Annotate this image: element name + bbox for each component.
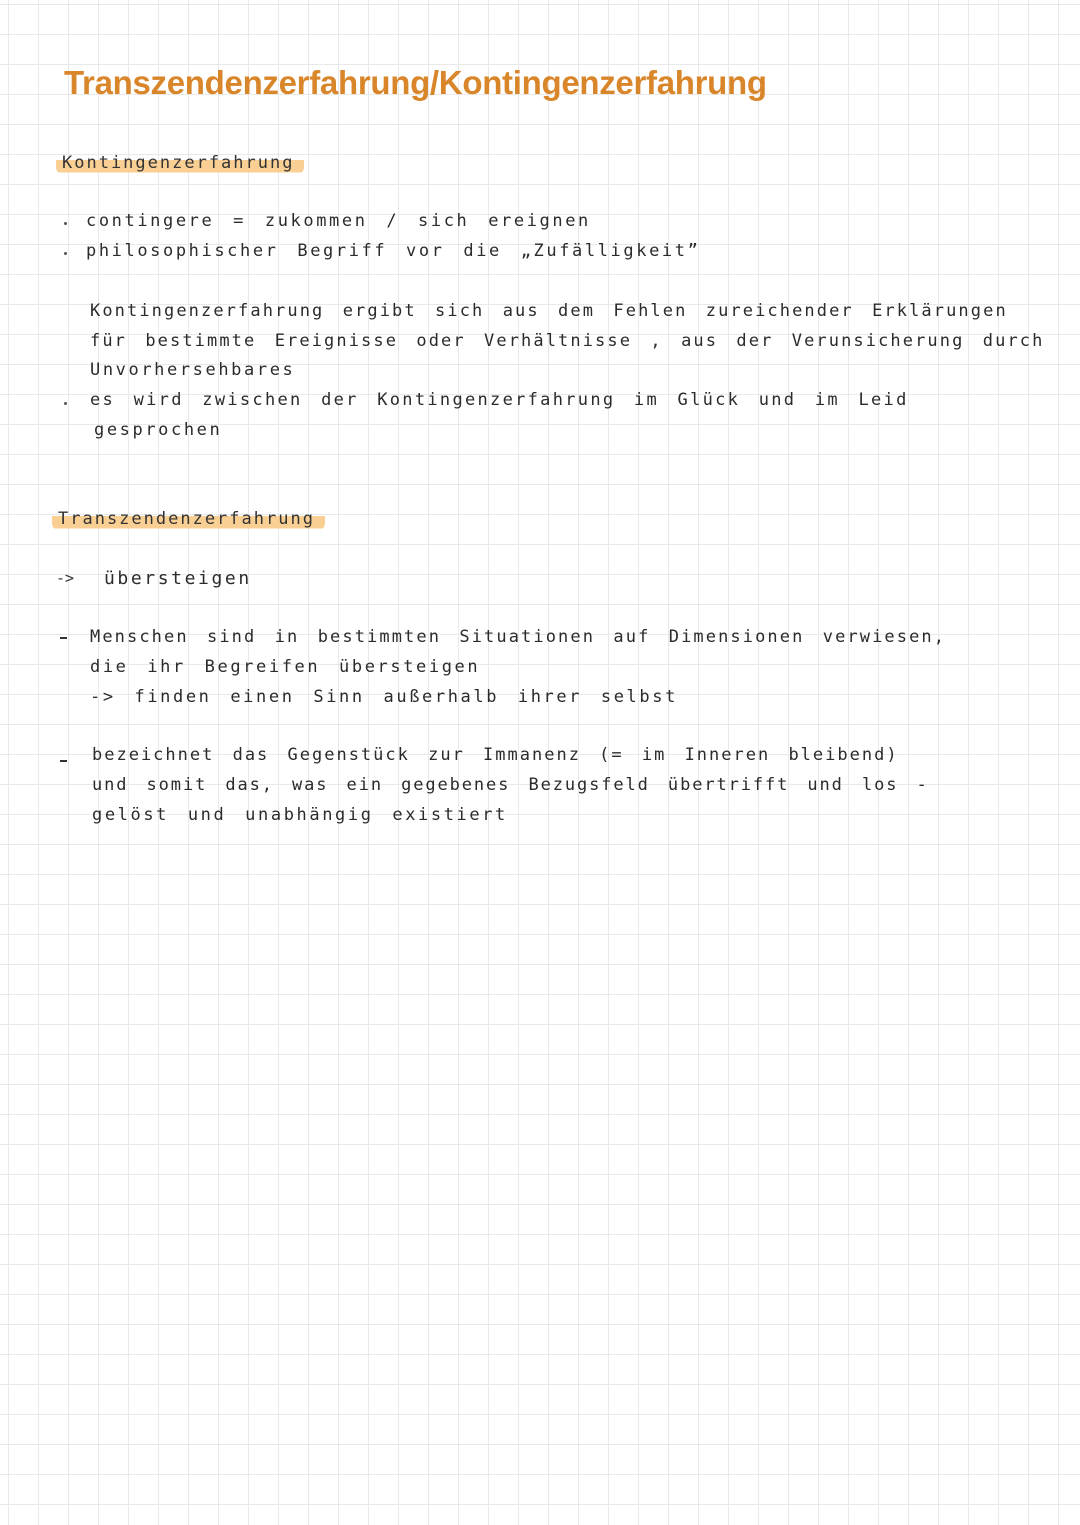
note-line: Menschen sind in bestimmten Situationen auf Dimensionen verwiesen, xyxy=(90,627,947,647)
note-line: gelöst und unabhängig existiert xyxy=(92,805,508,825)
bullet xyxy=(64,252,67,255)
bullet xyxy=(64,222,67,225)
bullet xyxy=(64,402,67,405)
dash-bullet xyxy=(60,760,67,762)
dash-bullet xyxy=(60,637,67,639)
note-line: es wird zwischen der Kontingenzerfahrung im Glück und im Leid xyxy=(90,390,909,410)
section-heading-transzendenz: Transzendenzerfahrung xyxy=(52,508,325,531)
note-line: philosophischer Begriff vor die „Zufälligkeit” xyxy=(86,241,701,261)
page-title: Transzendenzerfahrung/Kontingenzerfahrung xyxy=(64,64,767,101)
note-line: und somit das, was ein gegebenes Bezugsfeld übertrifft und los - xyxy=(92,775,929,795)
note-line: bezeichnet das Gegenstück zur Immanenz (= im Inneren bleibend) xyxy=(92,745,899,765)
note-line: gesprochen xyxy=(94,420,223,440)
note-line: Kontingenzerfahrung ergibt sich aus dem Fehlen zureichender Erklärungen xyxy=(90,301,1008,321)
note-line: Unvorhersehbares xyxy=(90,360,296,380)
arrow-icon: -> xyxy=(56,569,75,587)
note-line: contingere = zukommen / sich ereignen xyxy=(86,211,591,231)
note-line: für bestimmte Ereignisse oder Verhältnisse , aus der Verunsicherung durch xyxy=(90,331,1045,351)
note-line: -> finden einen Sinn außerhalb ihrer selbst xyxy=(90,687,678,707)
section-heading-kontingenz: Kontingenzerfahrung xyxy=(56,152,304,175)
note-line: die ihr Begreifen übersteigen xyxy=(90,657,481,677)
note-line: übersteigen xyxy=(104,568,252,589)
